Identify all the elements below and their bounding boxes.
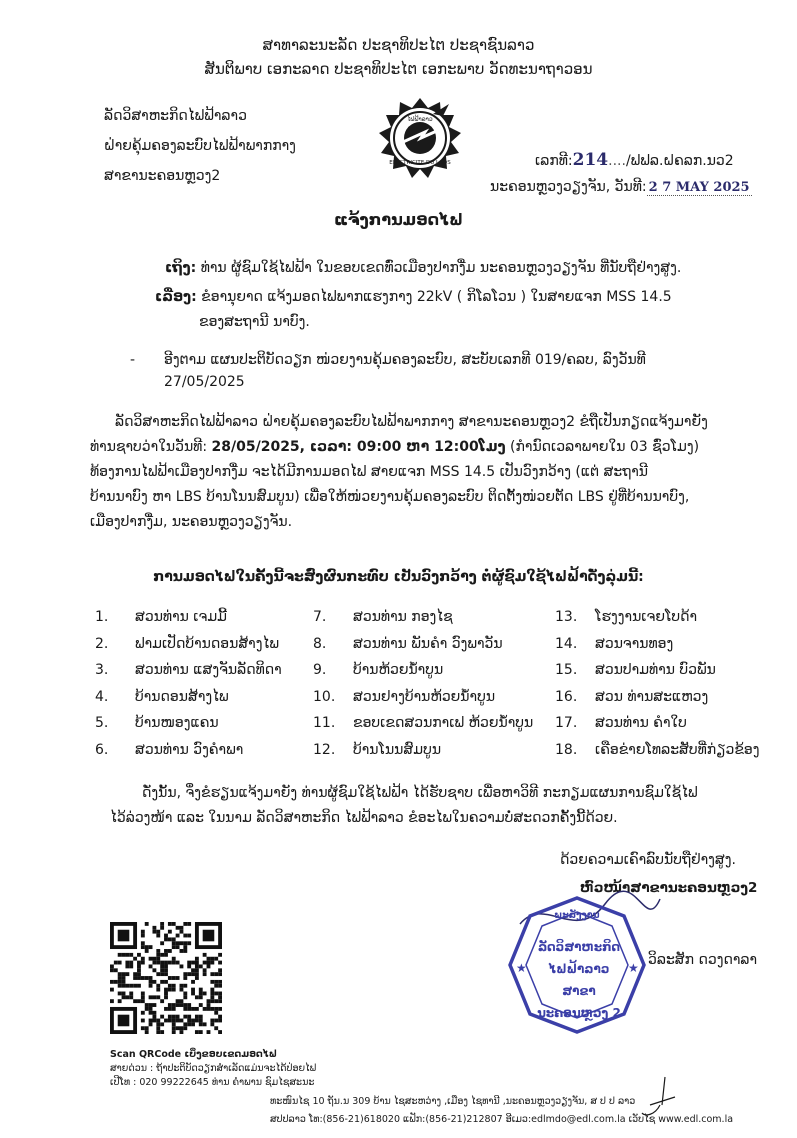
list-item-number: 16.: [555, 688, 578, 705]
body-line5: ເມືອງປາກງື່ມ, ນະຄອນຫຼວງວຽງຈັນ.: [90, 514, 293, 530]
list-item: [555, 632, 673, 656]
list-item: [555, 738, 760, 762]
list-item-label: ບ້ານຫ້ວຍນໍ້າບູນ: [353, 662, 444, 678]
list-item-number: 10.: [313, 688, 336, 705]
subject-label: ເລື່ອງ:: [155, 289, 197, 305]
logo-text: ELECTRICITE DU LAOS: [389, 160, 451, 166]
subject-block: [155, 285, 775, 335]
list-item-label: ຂອບເຂດສວນກາເຟ ຫ້ວຍນໍ້າບູນ: [353, 715, 534, 731]
signature-title: ຫົວໜ້າສາຂານະຄອນຫຼວງ2: [580, 880, 758, 896]
doc-number-suffix: /ຟຟລ.ຝຄລກ.ນວ2: [625, 153, 734, 169]
footer-contact: ສປປລາວ ໂທ:(856-21)618020 ແຟັກ:(856-21)212807 ອີເມວ:edlmdo@edl.com.la ເວັບໄຊ www.edl.com.la: [270, 1114, 734, 1125]
list-item-label: ສວນຈານທອງ: [595, 635, 674, 652]
list-item-label: ສວນທ່ານ ພັນຄໍາ ວົງພາວັນ: [353, 635, 503, 652]
doc-date-label: ນະຄອນຫຼວງວຽງຈັນ, ວັນທີ:: [490, 179, 647, 195]
stamp-line3: ນະຄອນຫຼວງ 2: [537, 1006, 621, 1020]
qr-contact1: ສາຍດ່ວນ : ຖ້າປະຕິບັດວຽກສໍາເລັດແມ່ນຈະໄດ້ປ່ອຍໄຟ: [110, 1063, 317, 1074]
body-line3: ທ້ອງການໄຟຟ້າເມືອງປາກງື່ມ ຈະໄດ້ມີການມອດໄຟ ສາຍແຈກ MSS 14.5 ເປັນວົງກວ້າງ (ແຕ່ ສະຖານີ: [90, 464, 649, 480]
list-item-number: 4.: [95, 688, 109, 705]
reference-line2: 27/05/2025: [164, 374, 245, 390]
official-stamp: [506, 894, 648, 1036]
body-line1: ລັດວິສາຫະກິດໄຟຟ້າລາວ ຝ່າຍຄຸ້ມຄອງລະບົບໄຟຟ້າພາກກາງ ສາຂານະຄອນຫຼວງ2 ຂໍຖືເປັນກຽດແຈ້ງມາຍັງ: [115, 414, 708, 430]
affected-heading: ການມອດໄຟໃນຄັ້ງນີ້ຈະສົ່ງຜົນກະທົບ ເປັນວົງກວ້າງ ຕໍ່ຜູ້ຊົມໃຊ້ໄຟຟ້າດັ່ງລຸ່ມນີ້:: [153, 569, 644, 585]
signature-name: ວິລະສັກ ດວງດາລາ: [648, 952, 758, 968]
qr-caption: Scan QRCode ເບິ່ງຂອບເຂດມອດໄຟ: [110, 1049, 277, 1060]
national-header-line1: ສາທາລະນະລັດ ປະຊາທິປະໄຕ ປະຊາຊົນລາວ: [262, 36, 535, 54]
list-item-number: 9.: [313, 662, 327, 678]
list-item-number: 17.: [555, 715, 578, 731]
list-item: [313, 711, 533, 735]
list-item: [313, 738, 441, 762]
list-item: [313, 685, 495, 709]
stamp-line2: ໄຟຟ້າລາວ ສາຂາ: [548, 962, 610, 998]
list-item-label: ສວນປາມທ່ານ ບົວພັນ: [595, 662, 716, 678]
footer-address: ທະໜົນໄຊ 10 ຖັນ.ນ 309 ບ້ານ ໄຊສະຫວ່າງ ,ເມືອງ ໄຊທານີ ,ນະຄອນຫຼວງວຽງຈັນ, ສ ປ ປ ລາວ: [270, 1096, 636, 1107]
national-header-line2: ສັນຕິພາບ ເອກະລາດ ປະຊາທິປະໄຕ ເອກະພາບ ວັດທະນາຖາວອນ: [204, 60, 593, 78]
list-item: [95, 658, 282, 682]
list-item: [555, 685, 708, 709]
reference-line1: ອີງຕາມ ແຜນປະຕິບັດວຽກ ໜ່ວຍງານຄຸ້ມຄອງລະບົບ, ສະບັບເລກທີ 019/ຄລບ, ລົງວັນທີ: [164, 352, 646, 368]
list-item-number: 12.: [313, 741, 336, 758]
list-item-label: ຟາມເປັດບ້ານດອນສ້າງໄພ: [135, 635, 279, 652]
body-paragraph: [90, 410, 780, 535]
body-outage-time: 28/05/2025, ເວລາ: 09:00 ຫາ 12:00ໂມງ: [211, 439, 506, 455]
closing-line1: ດັ່ງນັ້ນ, ຈຶ່ງຂໍຮຽນແຈ້ງມາຍັງ ທ່ານຜູ້ຊົມໃຊ້ໄຟຟ້າ ໄດ້ຮັບຊາບ ເພື່ອຫາວິທີ ກະກຽມແຜນການຊົມໃຊ້ໄຟ: [142, 785, 698, 801]
list-item-label: ສວນທ່ານ ກອງໄຊ: [353, 609, 453, 625]
body-line2-a: ທ່ານຊາບວ່າໃນວັນທີ:: [90, 439, 212, 455]
list-item-label: ສວນຢາງບ້ານຫ້ວຍນໍ້າບູນ: [353, 688, 496, 705]
org-name: ລັດວິສາຫະກິດໄຟຟ້າລາວ: [104, 108, 247, 124]
doc-date: [490, 179, 752, 195]
qr-block: [110, 1048, 316, 1090]
svg-text:★: ★: [628, 961, 639, 975]
list-item-number: 5.: [95, 715, 109, 731]
list-item-number: 2.: [95, 635, 109, 652]
org-branch: ສາຂານະຄອນຫຼວງ2: [104, 168, 221, 184]
list-item: [555, 711, 687, 735]
qr-code-icon[interactable]: [110, 922, 222, 1034]
doc-number: ເລກທີ:214..../ຟຟລ.ຝຄລກ.ນວ2: [535, 150, 734, 170]
list-item-label: ສວນທ່ານ ແສງຈັນລັດທິດາ: [135, 662, 282, 678]
subject-line2: ຂອງສະຖານີ ນາບົງ.: [199, 314, 310, 330]
list-item: [555, 605, 697, 629]
list-item: [95, 605, 227, 629]
list-item: [95, 738, 243, 762]
stamp-text: [532, 936, 626, 1024]
list-item-number: 15.: [555, 662, 578, 678]
to-line: [165, 260, 765, 276]
svg-text:★: ★: [516, 961, 527, 975]
list-item-number: 8.: [313, 635, 327, 652]
org-block: [104, 101, 296, 191]
edl-logo: [373, 96, 467, 186]
list-item-number: 14.: [555, 635, 578, 652]
list-item-number: 18.: [555, 741, 578, 758]
list-item-label: ເຄືອຂ່າຍໂທລະສັບທີ່ກ່ຽວຂ້ອງ: [595, 741, 760, 758]
list-item-label: ສວນທ່ານ ເຈມມີ້: [135, 609, 227, 625]
logo-top-text: ໄຟຟ້າລາວ: [407, 116, 433, 123]
list-item-label: ສວນທ່ານ ວົງຄໍາພາ: [135, 741, 244, 758]
list-item-number: 7.: [313, 609, 327, 625]
list-item-number: 1.: [95, 609, 109, 625]
doc-date-value: 2 7 MAY 2025: [648, 180, 750, 195]
to-text: ທ່ານ ຜູ້ຊົມໃຊ້ໄຟຟ້າ ໃນຂອບເຂດທົ່ວເມືອງປາກງື່ມ ນະຄອນຫຼວງວຽງຈັນ ທີ່ນັບຖືຢ່າງສູງ.: [200, 260, 682, 276]
body-line2: [90, 435, 780, 460]
list-item-number: 6.: [95, 741, 109, 758]
list-item: [313, 658, 443, 682]
org-division: ຝ່າຍຄຸ້ມຄອງລະບົບໄຟຟ້າພາກກາງ: [104, 138, 296, 154]
closing-regards: ດ້ວຍຄວາມເຄົາລົບນັບຖືຢ່າງສູງ.: [560, 852, 736, 868]
list-item-label: ບ້ານໜອງແຄນ: [135, 715, 219, 731]
list-item: [95, 711, 219, 735]
stamp-top: ພະລັງງານ: [554, 910, 600, 921]
doc-number-value: 214: [572, 150, 609, 170]
list-item-label: ສວນທ່ານ ຄໍາໃບ: [595, 715, 687, 731]
closing-block: [110, 781, 780, 831]
list-item-label: ສວນ ທ່ານສະແຫວງ: [595, 688, 709, 705]
list-item: [555, 658, 716, 682]
stamp-line1: ລັດວິສາຫະກິດ: [537, 940, 621, 954]
doc-number-label: ເລກທີ:: [535, 153, 573, 169]
list-item: [313, 605, 453, 629]
to-label: ເຖິງ:: [165, 260, 197, 276]
body-line4: ບ້ານນາບົງ ຫາ LBS ບ້ານໂນນສົມບູນ) ເພື່ອໃຫ້ໜ່ວຍງານຄຸ້ມຄອງລະບົບ ຕິດຕັ້ງໜ່ວຍຕັດ LBS ຢູ່ທີ່ບ້ານນາບົງ,: [90, 489, 690, 505]
list-item-label: ບ້ານດອນສ້າງໄພ: [135, 688, 229, 705]
page-title: ແຈ້ງການມອດໄຟ: [333, 210, 464, 229]
list-item-number: 11.: [313, 715, 336, 731]
list-item-label: ບ້ານໂນນສົມບູນ: [353, 741, 442, 758]
list-item-number: 3.: [95, 662, 109, 678]
list-item: [313, 632, 503, 656]
reference-bullet: -: [130, 352, 136, 368]
list-item: [95, 632, 279, 656]
reference-block: [130, 349, 770, 393]
list-item: [95, 685, 229, 709]
list-item-number: 13.: [555, 609, 578, 625]
subject-line1: ຂໍອານຸຍາດ ແຈ້ງມອດໄຟພາກແຮງກາງ 22kV ( ກິໂລໂວນ ) ໃນສາຍແຈກ MSS 14.5: [201, 289, 672, 305]
closing-line2: ໄວ້ລ່ວງໜ້າ ແລະ ໃນນາມ ລັດວິສາຫະກິດ ໄຟຟ້າລາວ ຂໍອະໄພໃນຄວາມບໍ່ສະດວກຄັ້ງນີ້ດ້ວຍ.: [110, 810, 618, 826]
qr-contact2: ເປີໂທ : 020 99222645 ທ່ານ ຄໍາພານ ຊົມໄຊສະນະ: [110, 1077, 315, 1088]
body-line2-c: (ກໍານົດເວລາພາຍໃນ 03 ຊົ່ວໂມງ): [505, 439, 700, 455]
list-item-label: ໂຮງງານເຈຍໂບດ້າ: [595, 609, 698, 625]
